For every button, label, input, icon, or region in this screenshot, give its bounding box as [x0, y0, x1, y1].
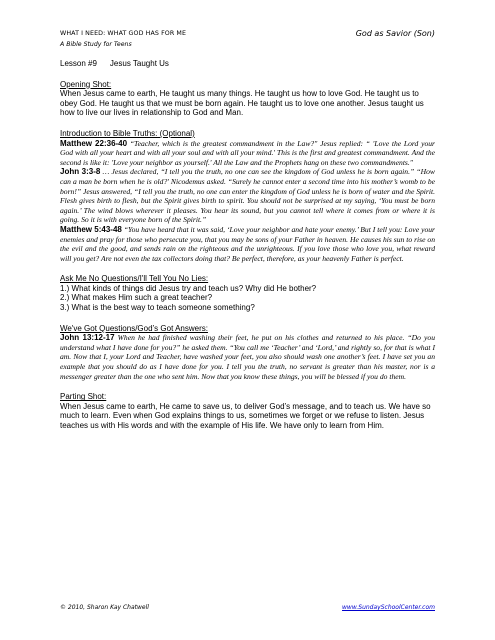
passage-text: “Teacher, which is the greatest commandment in the Law?" Jesus replied: “ 'Love the Lord your God with all your heart and with all your soul and with all your mind.' This is the first and greatest commandment. And the second is like it: 'Love your neighbor as yourself.' All the Law and the Prophets hang on these two commandments.": [60, 138, 436, 167]
website-link[interactable]: www.SundaySchoolCenter.com: [342, 604, 435, 611]
intro-heading: Introduction to Bible Truths: (Optional): [60, 128, 195, 138]
series-title: WHAT I NEED: WHAT GOD HAS FOR ME: [60, 30, 187, 37]
question-item: 1.) What kinds of things did Jesus try and teach us? Why did He bother?: [60, 283, 317, 293]
questions-heading: Ask Me No Questions/I'll Tell You No Lies:: [60, 274, 209, 284]
page-footer: [60, 604, 435, 614]
passage-ref: John 3:3-8: [60, 167, 101, 177]
series-subtitle: A Bible Study for Teens: [60, 41, 132, 48]
passage-text: “You have heard that it was said, ‘Love your neighbor and hate your enemy.’ But I tell you: Love your enemies and pray for those who persecute you, that you may be sons of your Father in heaven. He causes his sun to rise on the evil and the good, and sends rain on the righteous and the unrighteous. If you love those who love you, what reward will you get? Are not even the tax collectors doing that? Be perfect, therefore, as your heavenly Father is perfect.: [60, 224, 435, 263]
topic-title: God as Savior (Son): [355, 29, 435, 38]
opening-heading: Opening Shot:: [60, 79, 112, 89]
passage-matthew-22: [60, 139, 435, 168]
passage-text: … Jesus declared, “I tell you the truth, no one can see the kingdom of God unless he is born again.” “How can a man be born when he is old?' Nicodemus asked. “Surely he cannot enter a second time into his mother’s womb to be born!” Jesus answered, “I tell you the truth, no one can enter the kingdom of God unless he is born of water and the Spirit. Flesh gives birth to flesh, but the Spirit gives birth to spirit. You should not be surprised at my saying, ‘You must be born again.’ The wind blows wherever it pleases. You hear its sound, but you cannot tell where it comes from or where it is going. So it is with everyone born of the Spirit.”: [60, 167, 435, 225]
page-header: [60, 30, 435, 52]
question-item: 2.) What makes Him such a great teacher?: [60, 293, 213, 303]
parting-text: When Jesus came to earth, He came to save us, to deliver God’s message, and to teach us. We have so much to learn. Even when God explains things to us, sometimes we forget or we refuse to listen. Jesus teaches us with His words and with the example of His life. We have only to learn from Him.: [60, 401, 431, 430]
passage-ref: Matthew 5:43-48: [60, 224, 122, 234]
lesson-number: Lesson #9: [60, 59, 97, 68]
passage-john-13: [60, 333, 435, 381]
lesson-line: [60, 59, 435, 69]
passage-matthew-5: [60, 225, 435, 263]
copyright-text: © 2010, Sharon Kay Chatwell: [60, 604, 149, 611]
parting-section: [60, 392, 435, 430]
parting-heading: Parting Shot:: [60, 392, 107, 402]
answers-heading: We've Got Questions/God’s Got Answers:: [60, 323, 208, 333]
passage-text: When he had finished washing their feet, he put on his clothes and returned to his place. “Do you understand what I have done for you?” he asked them. “You call me ‘Teacher’ and ‘Lord,’ and rightly so, for that is what I am. Now that I, your Lord and Teacher, have washed your feet, you also should wash one another’s feet. I have set you an example that you should do as I have done for you. I tell you the truth, no servant is greater than his master, nor is a messenger greater than the one who sent him. Now that you know these things, you will be blessed if you do them.: [60, 333, 435, 381]
answers-section: [60, 324, 435, 382]
question-item: 3.) What is the best way to teach someone something?: [60, 303, 255, 313]
lesson-title: Jesus Taught Us: [109, 59, 169, 68]
opening-text: When Jesus came to earth, He taught us many things. He taught us how to love God. He taught us to obey God. He taught us that we must be born again. He taught us to love one another. Jesus taught us how to live our lives in relationship to God and Man.: [60, 89, 424, 118]
intro-section: [60, 129, 435, 263]
questions-section: [60, 274, 435, 312]
opening-section: [60, 80, 435, 118]
passage-ref: Matthew 22:36-40: [60, 138, 128, 148]
passage-john-3: [60, 167, 435, 225]
passage-ref: John 13:12-17: [60, 333, 115, 343]
document-page: [60, 30, 435, 431]
